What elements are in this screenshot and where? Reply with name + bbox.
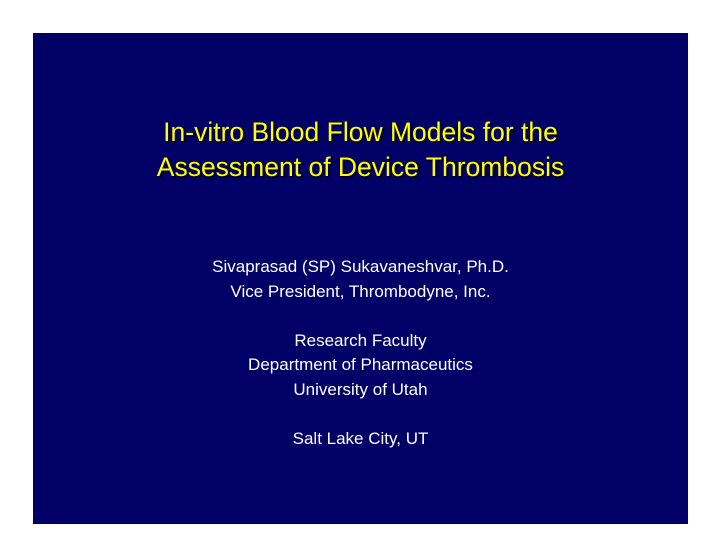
slide	[33, 33, 688, 524]
faculty-position: Research Faculty	[294, 330, 427, 350]
university: University of Utah	[293, 379, 428, 399]
location: Salt Lake City, UT	[292, 428, 429, 448]
slide-title	[33, 115, 688, 185]
title-line-1: In-vitro Blood Flow Models for the	[163, 117, 558, 147]
author-role: Vice President, Thrombodyne, Inc.	[230, 281, 491, 301]
spacer	[33, 402, 688, 427]
department: Department of Pharmaceutics	[248, 355, 473, 374]
author-name: Sivaprasad (SP) Sukavaneshvar, Ph.D.	[212, 257, 509, 276]
slide-body	[33, 255, 688, 451]
title-line-2: Assessment of Device Thrombosis	[156, 152, 565, 182]
spacer	[33, 304, 688, 329]
